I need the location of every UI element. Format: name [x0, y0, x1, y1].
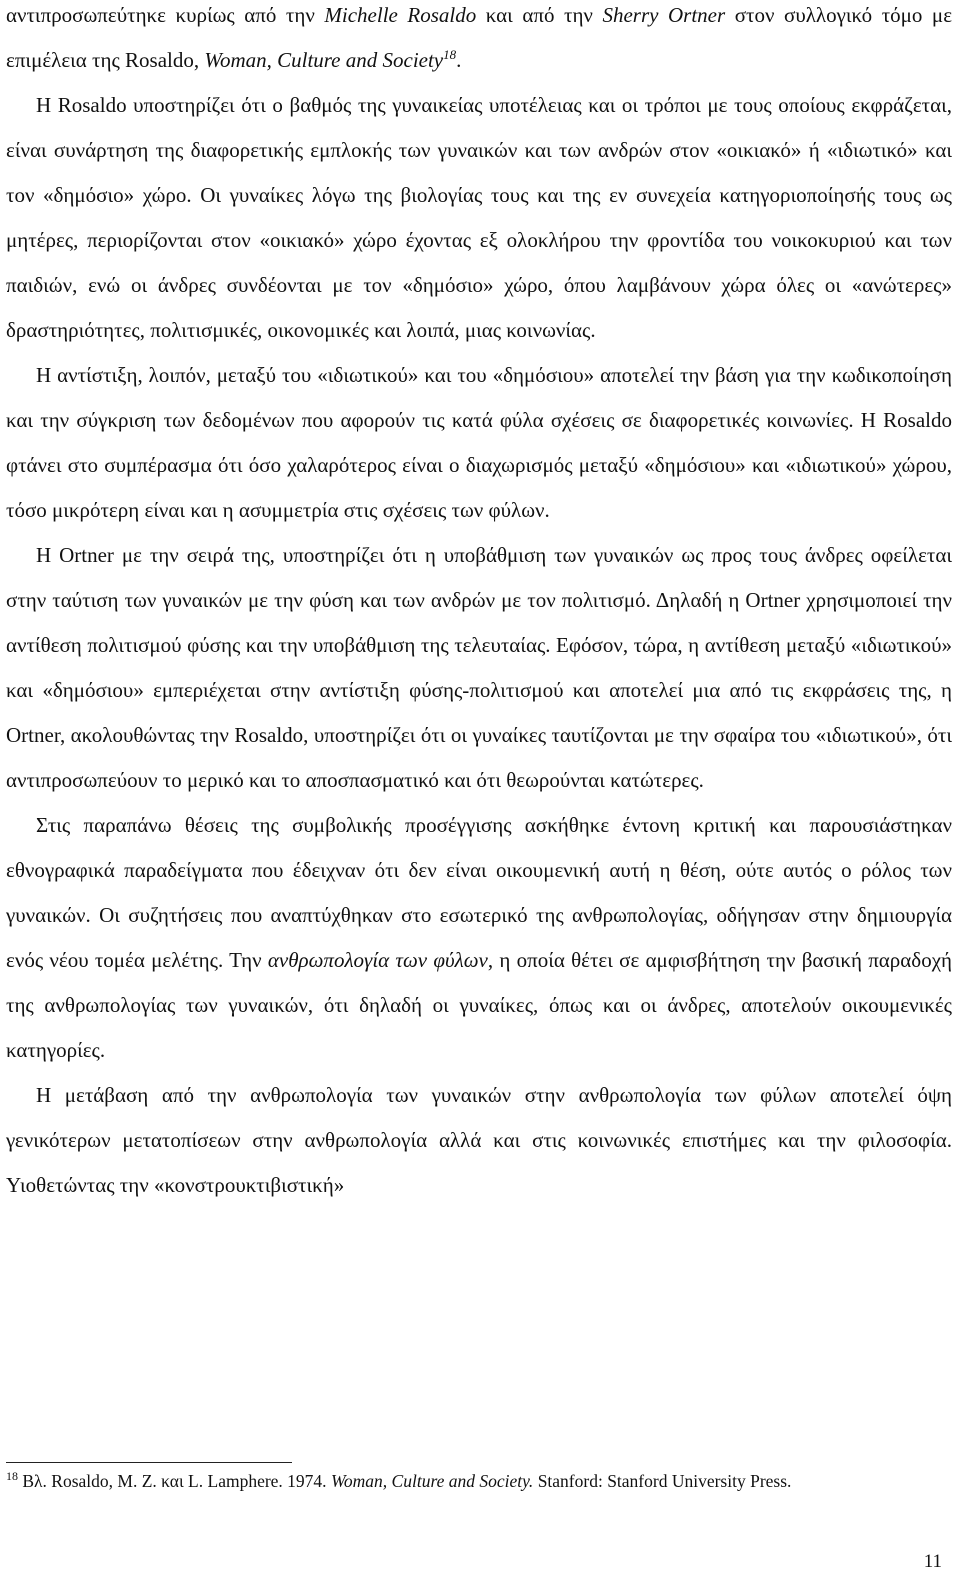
text-run: Η Ortner με την σειρά της, υποστηρίζει ότι η υποβάθμιση των γυναικών ως προς τους άνδρες οφείλεται στην ταύτιση των γυναικών με την φύση και των ανδρών με τον πολιτισμό. Δηλαδή η Ortner χρησιμοποιεί την αντίθεση πολιτισμού φύσης και την υποβάθμιση της τελευταίας. Εφόσον, τώρα, η αντίθεση μεταξύ «ιδιωτικού» και «δημόσιου» εμπεριέχεται στην αντίστιξη φύσης-πολιτισμού και αποτελεί μια από τις εκφράσεις της, η Ortner, ακολουθώντας την Rosaldo, υποστηρίζει ότι οι γυναίκες ταυτίζονται με την σφαίρα του «ιδιωτικού», ότι αντιπροσωπεύουν το μερικό και το αποσπασματικό και ότι θεωρούνται κατώτερες.: [6, 543, 952, 792]
text-run: Stanford: Stanford University Press.: [533, 1471, 792, 1491]
footnote-reference: 18: [443, 47, 457, 62]
footnote-text: [18, 1471, 791, 1491]
text-run: Η αντίστιξη, λοιπόν, μεταξύ του «ιδιωτικού» και του «δημόσιου» αποτελεί την βάση για την κωδικοποίηση και την σύγκριση των δεδομένων που αφορούν τις κατά φύλα σχέσεις σε διαφορετικές κοινωνίες. Η Rosaldo φτάνει στο συμπέρασμα ότι όσο χαλαρότερος είναι ο διαχωρισμός μεταξύ «δημόσιου» και «ιδιωτικού» χώρου, τόσο μικρότερη είναι και η ασυμμετρία στις σχέσεις των φύλων.: [6, 363, 952, 522]
paragraph: [6, 533, 952, 803]
footnote-separator: [6, 1462, 292, 1463]
text-run: στον συλλογικό τόμο με επιμέλεια της Rosaldo,: [6, 3, 953, 72]
italic-text: ανθρωπολογία των φύλων: [267, 948, 488, 972]
paragraph: [6, 0, 952, 83]
paragraph: [6, 353, 952, 533]
body-text: [6, 0, 952, 1208]
text-run: και από την: [476, 3, 603, 27]
paragraph: [6, 803, 952, 1073]
footnote-number: 18: [6, 1469, 18, 1484]
text-run: .: [456, 48, 462, 72]
paragraph: [6, 83, 952, 353]
paragraph: [6, 1073, 952, 1208]
italic-text: Woman, Culture and Society: [204, 48, 444, 72]
text-run: , η οποία θέτει σε αμφισβήτηση την βασική παραδοχή της ανθρωπολογίας των γυναικών, ότι δηλαδή οι γυναίκες, όπως και οι άνδρες, αποτελούν οικουμενικές κατηγορίες.: [6, 948, 952, 1062]
text-run: Στις παραπάνω θέσεις της συμβολικής προσέγγισης ασκήθηκε έντονη κριτική και παρουσιάστηκαν εθνογραφικά παραδείγματα που έδειχναν ότι δεν είναι οικουμενική αυτή η θέση, ούτε αυτός ο ρόλος των γυναικών. Οι συζητήσεις που αναπτύχθηκαν στο εσωτερικό της ανθρωπολογίας, οδήγησαν στην δημιουργία ενός νέου τομέα μελέτης. Την: [6, 813, 952, 972]
italic-text: Sherry Ortner: [602, 3, 726, 27]
footnote: [6, 1470, 952, 1492]
text-run: αντιπροσωπεύτηκε κυρίως από την: [6, 3, 325, 27]
page-number: 11: [923, 1551, 942, 1572]
text-run: Η μετάβαση από την ανθρωπολογία των γυναικών στην ανθρωπολογία των φύλων αποτελεί όψη γενικότερων μετατοπίσεων στην ανθρωπολογία αλλά και στις κοινωνικές επιστήμες και την φιλοσοφία. Υιοθετώντας την «κονστρουκτιβιστική»: [6, 1083, 952, 1197]
text-run: Η Rosaldo υποστηρίζει ότι ο βαθμός της γυναικείας υποτέλειας και οι τρόποι με τους οποίους εκφράζεται, είναι συνάρτηση της διαφορετικής εμπλοκής των γυναικών και των ανδρών στον «οικιακό» ή «ιδιωτικό» και τον «δημόσιο» χώρο. Οι γυναίκες λόγω της βιολογίας τους και της εν συνεχεία κατηγοριοποίησής τους ως μητέρες, περιορίζονται στον «οικιακό» χώρο έχοντας εξ ολοκλήρου την φροντίδα του νοικοκυριού και των παιδιών, ενώ οι άνδρες συνδέονται με τον «δημόσιο» χώρο, όπου λαμβάνουν χώρα όλες οι «ανώτερες» δραστηριότητες, πολιτισμικές, οικονομικές και λοιπά, μιας κοινωνίας.: [6, 93, 952, 342]
italic-text: Michelle Rosaldo: [324, 3, 477, 27]
italic-text: Woman, Culture and Society.: [330, 1471, 534, 1491]
text-run: Βλ. Rosaldo, M. Z. και L. Lamphere. 1974.: [18, 1471, 331, 1491]
